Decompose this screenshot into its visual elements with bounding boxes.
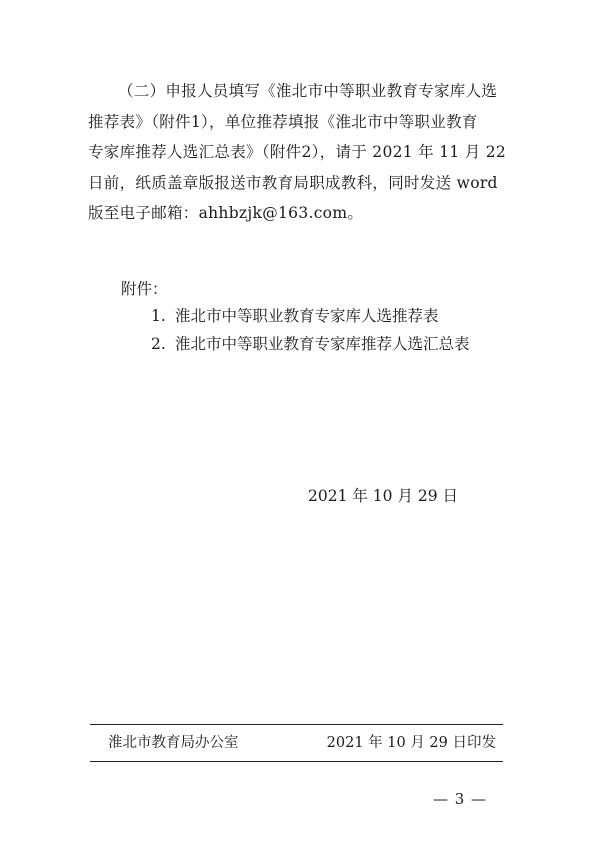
footer-issuing-office: 淮北市教育局办公室 [108,735,239,751]
attachments-list [151,302,470,358]
paragraph-line: 推荐表》（附件1），单位推荐填报《淮北市中等职业教育 [88,112,478,131]
paragraph-line: 专家库推荐人选汇总表》（附件2），请于 2021 年 11 月 22 [88,143,507,161]
attachments-heading: 附件： [121,280,168,298]
footer-bottom-rule [90,761,503,762]
attachment-number: 1. [151,307,166,325]
attachment-item [151,330,470,358]
paragraph-line: （二）申报人员填写《淮北市中等职业教育专家库人选 [118,82,498,100]
attachment-number: 2. [151,335,166,353]
attachment-title: 淮北市中等职业教育专家库人选推荐表 [175,307,439,325]
signature-date: 2021 年 10 月 29 日 [308,487,459,505]
footer-top-rule [90,724,503,725]
attachment-item [151,302,470,330]
page-number: — 3 — [432,790,488,808]
paragraph-line: 日前，纸质盖章版报送市教育局职成教科，同时发送 word [88,173,498,192]
body-paragraph [88,76,518,229]
attachment-title: 淮北市中等职业教育专家库推荐人选汇总表 [175,335,470,353]
paragraph-line: 版至电子邮箱：ahhbzjk@163.com。 [88,204,364,222]
footer-print-date: 2021 年 10 月 29 日印发 [326,735,496,751]
